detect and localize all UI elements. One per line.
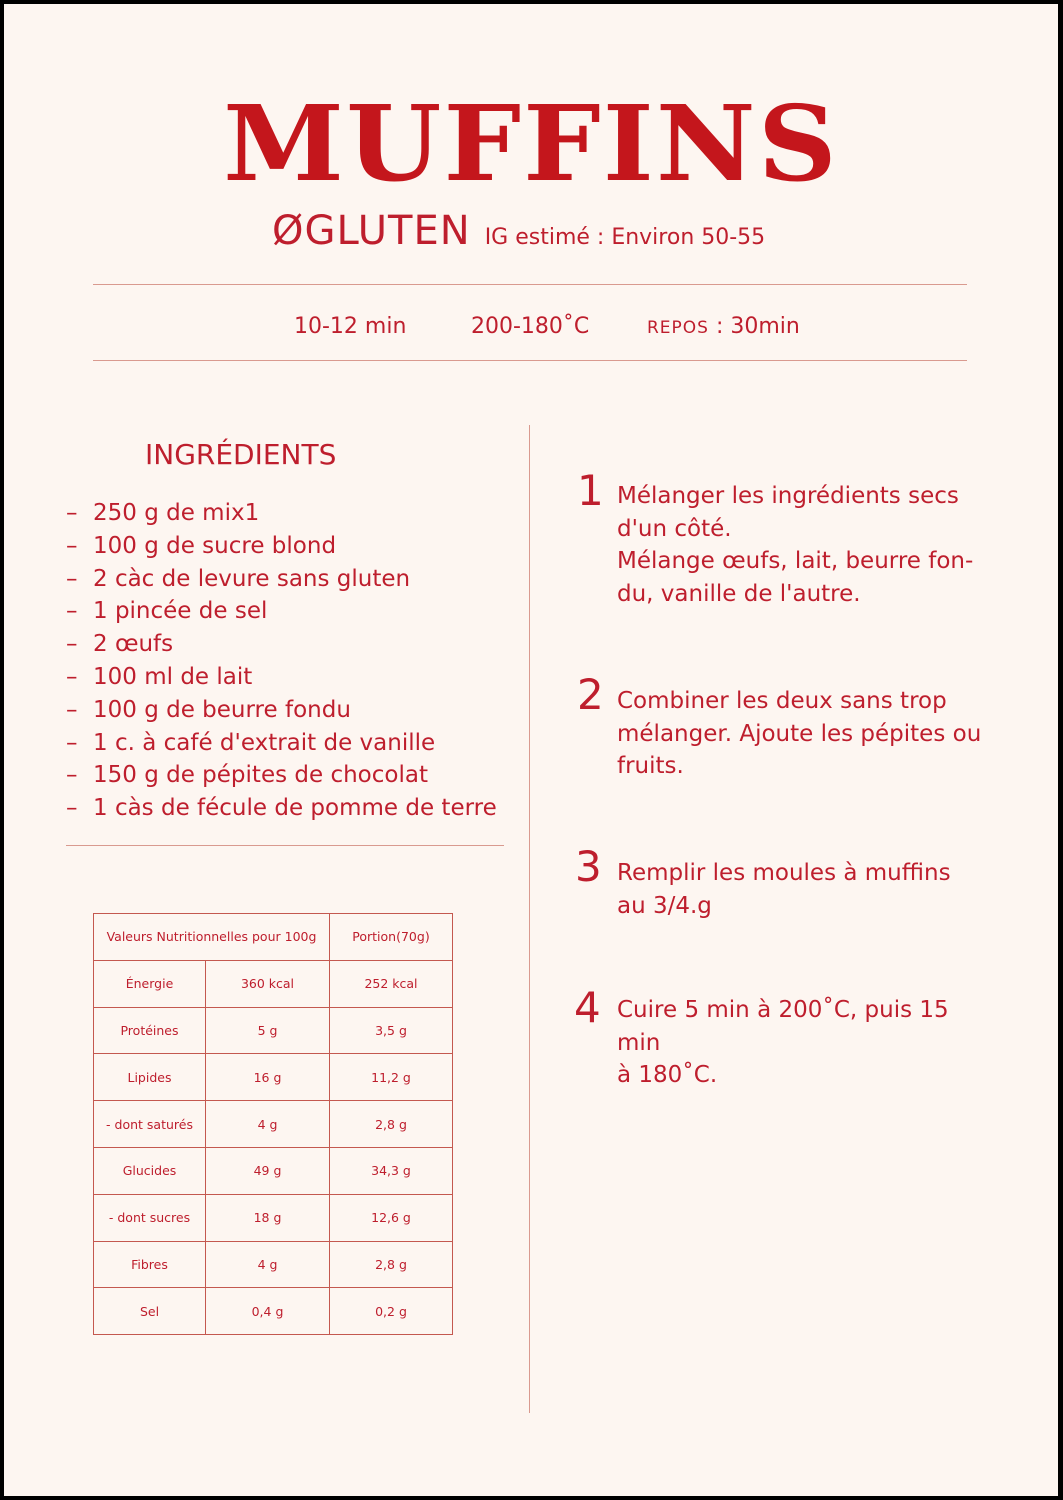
nutrition-table xyxy=(93,913,453,1335)
ingredient-text: 150 g de pépites de chocolat xyxy=(93,762,428,789)
nutrition-row xyxy=(94,960,453,1007)
nutrition-header-main: Valeurs Nutritionnelles pour 100g xyxy=(94,914,330,961)
ingredient-bullet: – xyxy=(66,565,78,592)
ingredient-text: 2 œufs xyxy=(93,631,174,658)
subtitle-line xyxy=(272,208,765,254)
nutrition-row xyxy=(94,1054,453,1101)
ingredient-item xyxy=(66,530,497,563)
divider-top xyxy=(93,284,967,285)
nutrient-per-portion: 34,3 g xyxy=(330,1147,453,1194)
step-line: fruits. xyxy=(617,753,684,779)
ingredient-bullet: – xyxy=(66,500,78,526)
step-line: du, vanille de l'autre. xyxy=(617,580,861,607)
step-line: Remplir les moules à muffins xyxy=(617,860,951,886)
nutrient-per-100g: 4 g xyxy=(206,1241,330,1288)
nutrient-per-100g: 49 g xyxy=(206,1147,330,1194)
rest-label: REPOS xyxy=(647,318,709,338)
step-number: 4 xyxy=(574,983,601,1032)
step-text xyxy=(617,994,989,1092)
nutrient-per-portion: 252 kcal xyxy=(330,960,453,1007)
ingredient-text: 250 g de mix1 xyxy=(93,500,260,526)
ingredient-text: 1 pincée de sel xyxy=(93,598,268,625)
step-text xyxy=(617,685,989,783)
nutrient-name: Fibres xyxy=(94,1241,206,1288)
nutrient-name: Énergie xyxy=(94,960,206,1007)
nutrition-header-row xyxy=(94,914,453,961)
nutrient-per-portion: 3,5 g xyxy=(330,1007,453,1054)
ingredient-bullet: – xyxy=(66,729,78,756)
nutrient-per-portion: 2,8 g xyxy=(330,1241,453,1288)
ingredient-bullet: – xyxy=(66,762,78,789)
nutrient-per-portion: 11,2 g xyxy=(330,1054,453,1101)
step-number: 2 xyxy=(577,670,604,719)
step-text xyxy=(617,480,989,610)
nutrient-name: Sel xyxy=(94,1288,206,1335)
ingredients-title: INGRÉDIENTS xyxy=(145,438,337,471)
step-line: à 180˚C. xyxy=(617,1062,718,1088)
ingredient-bullet: – xyxy=(66,696,78,723)
ingredient-item xyxy=(66,628,497,661)
divider-ingredients xyxy=(66,845,504,846)
step-line: au 3/4.g xyxy=(617,892,712,919)
ingredient-text: 1 càs de fécule de pomme de terre xyxy=(93,795,497,822)
step-text xyxy=(617,857,989,922)
nutrient-name: - dont saturés xyxy=(94,1101,206,1148)
recipe-card xyxy=(4,4,1058,1496)
step-line: d'un côté. xyxy=(617,515,732,542)
step-line: Mélanger les ingrédients secs xyxy=(617,483,959,509)
gluten-free-label: ØGLUTEN xyxy=(272,208,471,254)
step-line: mélanger. Ajoute les pépites ou xyxy=(617,720,982,747)
rest-time xyxy=(647,314,800,339)
ingredient-item xyxy=(66,661,497,694)
recipe-title: MUFFINS xyxy=(223,82,839,205)
step-line: Cuire 5 min à 200˚C, puis 15 min xyxy=(617,997,949,1056)
ingredient-bullet: – xyxy=(66,663,78,690)
ingredient-bullet: – xyxy=(66,795,78,822)
nutrient-per-100g: 5 g xyxy=(206,1007,330,1054)
ingredient-item xyxy=(66,727,497,760)
nutrition-row xyxy=(94,1194,453,1241)
ingredient-item xyxy=(66,792,497,825)
nutrition-row xyxy=(94,1241,453,1288)
step-line: Combiner les deux sans trop xyxy=(617,688,947,714)
nutrient-per-portion: 12,6 g xyxy=(330,1194,453,1241)
nutrition-row xyxy=(94,1288,453,1335)
ingredient-item xyxy=(66,497,497,530)
step-number: 3 xyxy=(575,842,602,891)
column-divider xyxy=(529,425,530,1413)
step-line: Mélange œufs, lait, beurre fon- xyxy=(617,548,974,574)
ingredient-text: 100 g de sucre blond xyxy=(93,532,337,559)
ingredient-bullet: – xyxy=(66,532,78,559)
nutrition-header-portion: Portion(70g) xyxy=(330,914,453,961)
nutrient-per-100g: 18 g xyxy=(206,1194,330,1241)
ingredient-text: 100 g de beurre fondu xyxy=(93,696,351,723)
ingredient-text: 100 ml de lait xyxy=(93,663,253,690)
nutrient-name: Protéines xyxy=(94,1007,206,1054)
nutrient-per-100g: 0,4 g xyxy=(206,1288,330,1335)
divider-meta xyxy=(93,360,967,361)
oven-temperature: 200-180˚C xyxy=(471,314,590,339)
ingredient-item xyxy=(66,595,497,628)
nutrition-row xyxy=(94,1007,453,1054)
ingredients-list xyxy=(66,497,497,825)
nutrient-name: Glucides xyxy=(94,1147,206,1194)
nutrient-per-100g: 16 g xyxy=(206,1054,330,1101)
glycemic-index: IG estimé : Environ 50-55 xyxy=(484,225,766,250)
ingredient-item xyxy=(66,563,497,596)
step-number: 1 xyxy=(577,466,604,515)
cook-time: 10-12 min xyxy=(294,314,407,339)
rest-value: : 30min xyxy=(708,314,800,339)
ingredient-bullet: – xyxy=(66,631,78,658)
ingredient-item xyxy=(66,759,497,792)
nutrition-row xyxy=(94,1147,453,1194)
nutrient-per-portion: 0,2 g xyxy=(330,1288,453,1335)
nutrient-per-100g: 4 g xyxy=(206,1101,330,1148)
nutrient-per-100g: 360 kcal xyxy=(206,960,330,1007)
ingredient-item xyxy=(66,694,497,727)
nutrient-name: Lipides xyxy=(94,1054,206,1101)
ingredient-bullet: – xyxy=(66,598,78,625)
nutrient-per-portion: 2,8 g xyxy=(330,1101,453,1148)
ingredient-text: 1 c. à café d'extrait de vanille xyxy=(93,729,436,756)
nutrition-row xyxy=(94,1101,453,1148)
ingredient-text: 2 càc de levure sans gluten xyxy=(93,565,411,592)
nutrient-name: - dont sucres xyxy=(94,1194,206,1241)
